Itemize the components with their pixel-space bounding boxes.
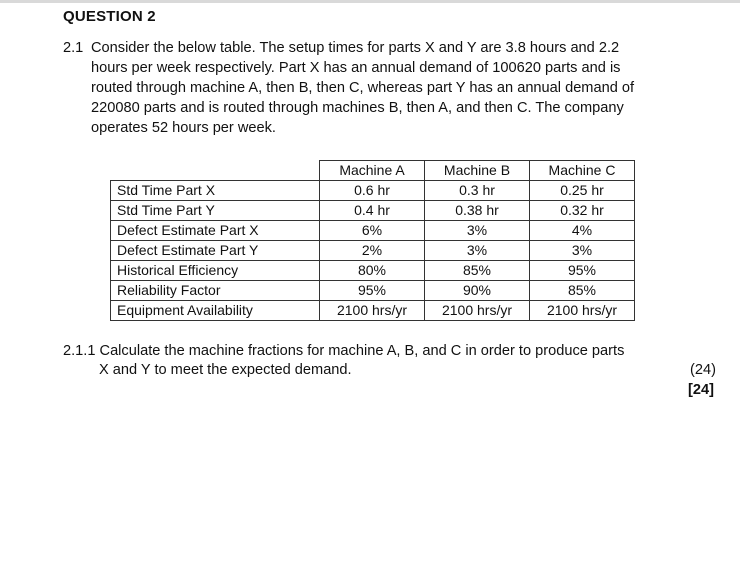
table-row (111, 181, 635, 201)
subquestion (63, 342, 663, 380)
table-cell: 6% (320, 221, 425, 241)
table-cell: 0.4 hr (320, 201, 425, 221)
paragraph-line: routed through machine A, then B, then C, whereas part Y has an annual demand of (91, 80, 635, 96)
row-label: Std Time Part Y (111, 201, 320, 221)
question-number: 2.1 (63, 40, 84, 56)
table-row (111, 221, 635, 241)
paragraph-line: 2.1 Consider the below table. The setup times for parts X and Y are 3.8 hours and 2.2 (63, 40, 620, 56)
table-header-row (111, 161, 635, 181)
row-label: Equipment Availability (111, 301, 320, 321)
table-cell: 0.25 hr (530, 181, 635, 201)
table-row (111, 281, 635, 301)
paragraph-line: hours per week respectively. Part X has an annual demand of 100620 parts and is (91, 60, 621, 76)
table-cell: 85% (425, 261, 530, 281)
subquestion-line: X and Y to meet the expected demand. (99, 362, 352, 378)
table-cell: 0.6 hr (320, 181, 425, 201)
table-cell: 90% (425, 281, 530, 301)
table-cell: 85% (530, 281, 635, 301)
top-border (0, 0, 740, 3)
header-machine-c: Machine C (530, 161, 635, 181)
question-heading: QUESTION 2 (63, 8, 156, 25)
table-cell: 80% (320, 261, 425, 281)
table-cell: 95% (320, 281, 425, 301)
paragraph-line: operates 52 hours per week. (91, 120, 276, 136)
table-cell: 2100 hrs/yr (320, 301, 425, 321)
header-machine-b: Machine B (425, 161, 530, 181)
table-row (111, 201, 635, 221)
table-row (111, 301, 635, 321)
table-cell: 0.38 hr (425, 201, 530, 221)
table-row (111, 241, 635, 261)
total-marks: [24] (688, 382, 714, 398)
row-label: Std Time Part X (111, 181, 320, 201)
table-cell: 2100 hrs/yr (530, 301, 635, 321)
table-cell: 2100 hrs/yr (425, 301, 530, 321)
table-corner (111, 161, 320, 181)
row-label: Defect Estimate Part Y (111, 241, 320, 261)
subquestion-number: 2.1.1 (63, 343, 96, 359)
table-cell: 3% (425, 241, 530, 261)
header-machine-a: Machine A (320, 161, 425, 181)
subquestion-line: Calculate the machine fractions for machine A, B, and C in order to produce parts (99, 343, 625, 359)
question-paragraph (63, 38, 673, 138)
table-cell: 3% (530, 241, 635, 261)
table-cell: 0.3 hr (425, 181, 530, 201)
table-cell: 0.32 hr (530, 201, 635, 221)
row-label: Historical Efficiency (111, 261, 320, 281)
row-label: Defect Estimate Part X (111, 221, 320, 241)
subquestion-marks: (24) (690, 362, 716, 378)
table-cell: 4% (530, 221, 635, 241)
table-cell: 2% (320, 241, 425, 261)
row-label: Reliability Factor (111, 281, 320, 301)
paragraph-line: 220080 parts and is routed through machines B, then A, and then C. The company (91, 100, 624, 116)
table-cell: 95% (530, 261, 635, 281)
table-cell: 3% (425, 221, 530, 241)
table-row (111, 261, 635, 281)
machine-data-table (110, 160, 635, 321)
